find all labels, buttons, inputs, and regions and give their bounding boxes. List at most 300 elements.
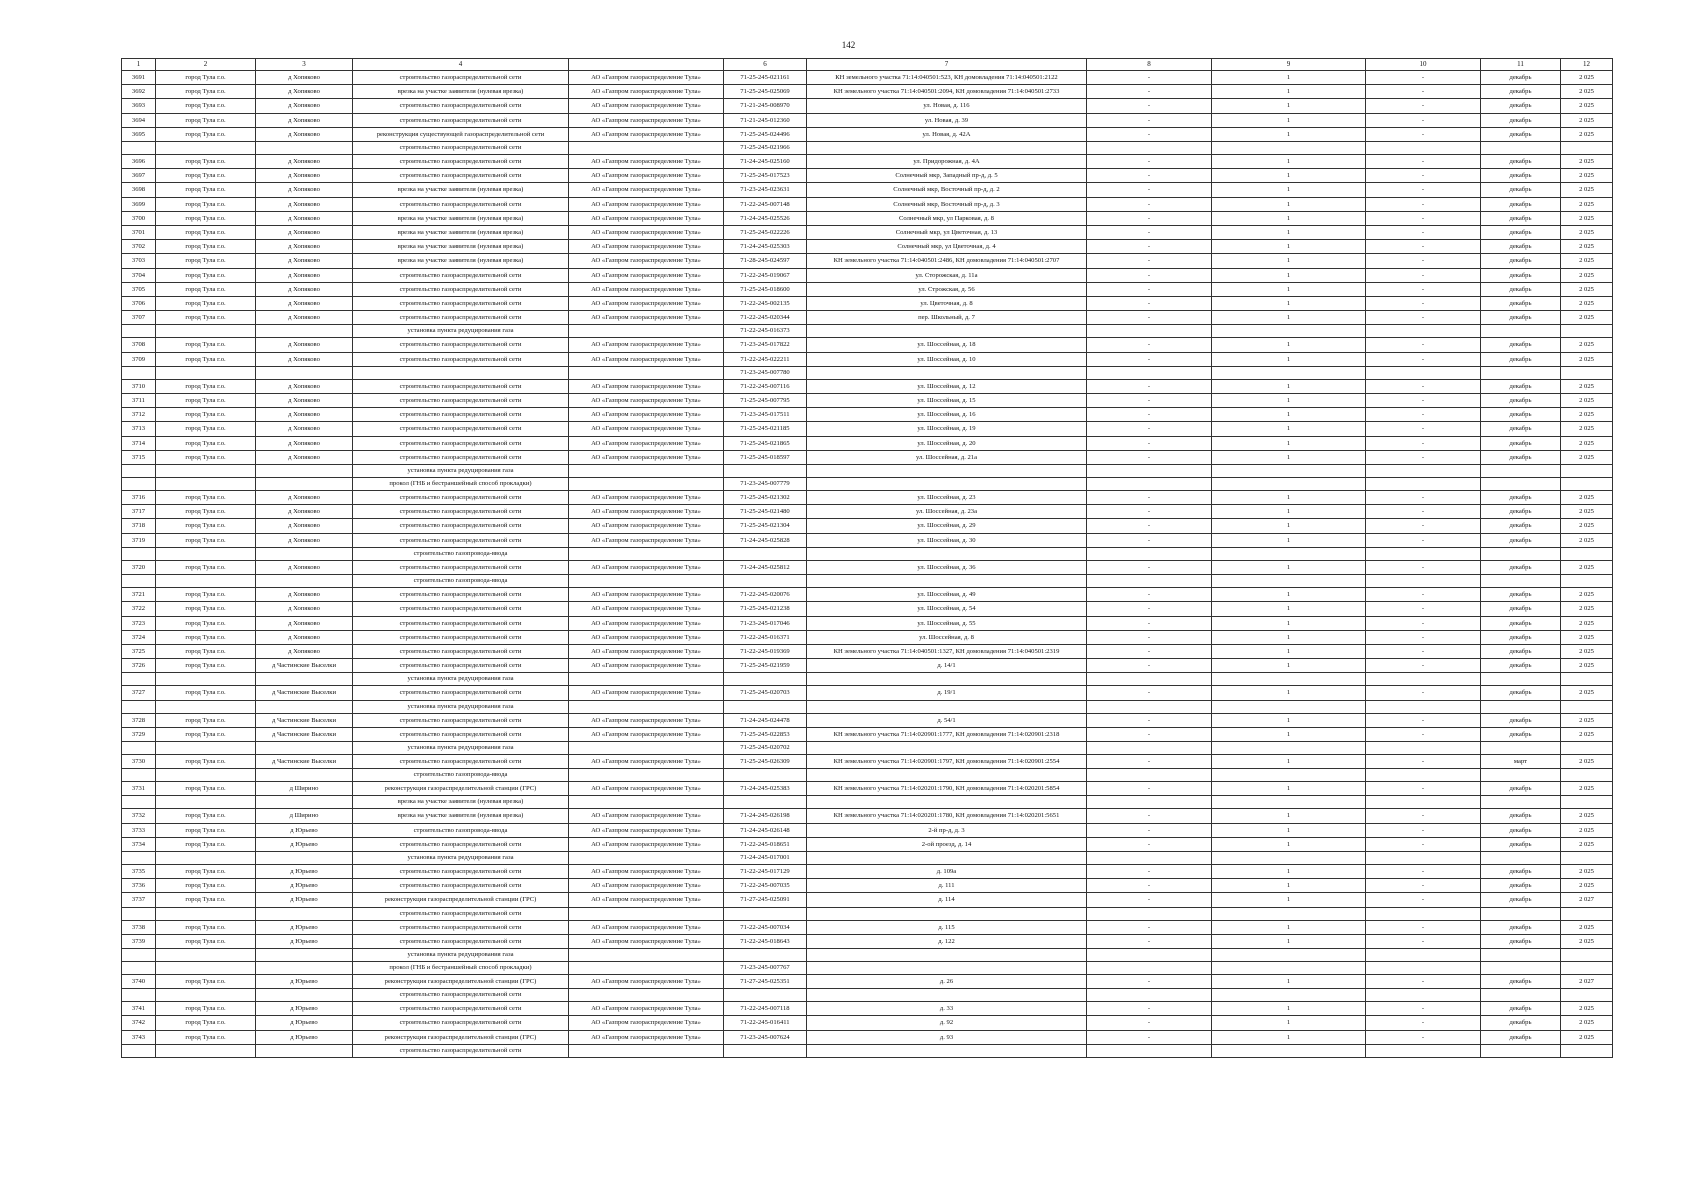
cell-count: 1 <box>1212 809 1366 823</box>
cell-col-8: - <box>1087 297 1212 311</box>
cell-address: ул. Сторожская, д. 11а <box>807 268 1087 282</box>
cell-count: 1 <box>1212 379 1366 393</box>
cell-application-number <box>724 673 807 686</box>
cell-settlement <box>256 700 353 713</box>
cell-application-number: 71-25-245-026309 <box>724 754 807 768</box>
table-row <box>122 837 1613 851</box>
cell-count: 1 <box>1212 422 1366 436</box>
cell-year <box>1561 700 1613 713</box>
cell-month <box>1481 366 1561 379</box>
cell-col-8: - <box>1087 616 1212 630</box>
cell-col-10: - <box>1366 893 1481 907</box>
cell-row-number: 3704 <box>122 268 156 282</box>
cell-settlement <box>256 673 353 686</box>
cell-work-type: установка пункта редуцирования газа <box>353 325 569 338</box>
cell-col-8 <box>1087 142 1212 155</box>
cell-count: 1 <box>1212 934 1366 948</box>
cell-col-8: - <box>1087 602 1212 616</box>
cell-col-8: - <box>1087 588 1212 602</box>
cell-count: 1 <box>1212 659 1366 673</box>
cell-year <box>1561 1044 1613 1057</box>
cell-work-type: реконструкция газораспределительной станции (ГРС) <box>353 974 569 988</box>
cell-work-type: реконструкция газораспределительной станции (ГРС) <box>353 1030 569 1044</box>
cell-address: д. 114 <box>807 893 1087 907</box>
cell-work-type: прокол (ГНБ и бестраншейный способ прокладки) <box>353 478 569 491</box>
cell-count: 1 <box>1212 1016 1366 1030</box>
cell-municipality: город Тула г.о. <box>156 436 256 450</box>
table-row <box>122 85 1613 99</box>
cell-count: 1 <box>1212 713 1366 727</box>
cell-row-number <box>122 673 156 686</box>
cell-row-number <box>122 1044 156 1057</box>
cell-address <box>807 465 1087 478</box>
cell-year: 2 025 <box>1561 211 1613 225</box>
cell-municipality <box>156 575 256 588</box>
cell-count: 1 <box>1212 1030 1366 1044</box>
cell-settlement: д Ширино <box>256 809 353 823</box>
cell-row-number <box>122 948 156 961</box>
cell-settlement: д Хопяково <box>256 450 353 464</box>
cell-work-type: строительство газораспределительной сети <box>353 754 569 768</box>
cell-address: д. 26 <box>807 974 1087 988</box>
cell-col-8 <box>1087 478 1212 491</box>
cell-work-type: установка пункта редуцирования газа <box>353 700 569 713</box>
cell-row-number: 3711 <box>122 394 156 408</box>
cell-address <box>807 1044 1087 1057</box>
cell-year: 2 025 <box>1561 197 1613 211</box>
cell-settlement: д Хопяково <box>256 560 353 574</box>
column-header: 8 <box>1087 59 1212 71</box>
cell-year: 2 025 <box>1561 934 1613 948</box>
cell-address: ул. Шоссейная, д. 49 <box>807 588 1087 602</box>
cell-work-type: строительство газораспределительной сети <box>353 408 569 422</box>
column-header: 11 <box>1481 59 1561 71</box>
cell-year: 2 025 <box>1561 713 1613 727</box>
cell-municipality: город Тула г.о. <box>156 240 256 254</box>
cell-year <box>1561 366 1613 379</box>
cell-organization: АО «Газпром газораспределение Тула» <box>569 974 724 988</box>
cell-municipality <box>156 478 256 491</box>
cell-count: 1 <box>1212 879 1366 893</box>
cell-col-8: - <box>1087 823 1212 837</box>
cell-row-number: 3731 <box>122 782 156 796</box>
cell-month: декабрь <box>1481 183 1561 197</box>
cell-month: декабрь <box>1481 782 1561 796</box>
cell-count <box>1212 465 1366 478</box>
cell-col-10: - <box>1366 644 1481 658</box>
cell-col-8: - <box>1087 211 1212 225</box>
cell-application-number: 71-25-245-017523 <box>724 169 807 183</box>
cell-address: ул. Шоссейная, д. 30 <box>807 533 1087 547</box>
cell-application-number: 71-23-245-023631 <box>724 183 807 197</box>
cell-application-number <box>724 575 807 588</box>
table-subrow <box>122 961 1613 974</box>
cell-municipality: город Тула г.о. <box>156 713 256 727</box>
cell-address: д. 111 <box>807 879 1087 893</box>
cell-work-type: строительство газораспределительной сети <box>353 686 569 700</box>
cell-address: ул. Шоссейная, д. 15 <box>807 394 1087 408</box>
cell-address: ул. Новая, д. 42А <box>807 127 1087 141</box>
table-row <box>122 616 1613 630</box>
cell-application-number: 71-23-245-007624 <box>724 1030 807 1044</box>
cell-work-type: строительство газораспределительной сети <box>353 989 569 1002</box>
cell-month: декабрь <box>1481 113 1561 127</box>
cell-count: 1 <box>1212 113 1366 127</box>
cell-row-number: 3729 <box>122 727 156 741</box>
cell-count: 1 <box>1212 450 1366 464</box>
cell-month: март <box>1481 754 1561 768</box>
cell-month <box>1481 796 1561 809</box>
cell-address: ул. Шоссейная, д. 8 <box>807 630 1087 644</box>
cell-municipality <box>156 948 256 961</box>
cell-work-type: строительство газораспределительной сети <box>353 864 569 878</box>
cell-application-number: 71-24-245-024478 <box>724 713 807 727</box>
cell-col-8: - <box>1087 436 1212 450</box>
cell-organization: АО «Газпром газораспределение Тула» <box>569 169 724 183</box>
cell-col-8: - <box>1087 240 1212 254</box>
cell-municipality: город Тула г.о. <box>156 644 256 658</box>
cell-count: 1 <box>1212 533 1366 547</box>
cell-col-10: - <box>1366 71 1481 85</box>
table-row <box>122 602 1613 616</box>
cell-organization: АО «Газпром газораспределение Тула» <box>569 226 724 240</box>
cell-application-number: 71-23-245-007767 <box>724 961 807 974</box>
cell-application-number: 71-24-245-026148 <box>724 823 807 837</box>
cell-month: декабрь <box>1481 85 1561 99</box>
cell-year: 2 025 <box>1561 602 1613 616</box>
cell-year <box>1561 989 1613 1002</box>
cell-settlement <box>256 851 353 864</box>
cell-col-8 <box>1087 575 1212 588</box>
cell-organization: АО «Газпром газораспределение Тула» <box>569 934 724 948</box>
cell-col-10: - <box>1366 450 1481 464</box>
cell-organization: АО «Газпром газораспределение Тула» <box>569 602 724 616</box>
cell-application-number: 71-25-245-021161 <box>724 71 807 85</box>
cell-organization: АО «Газпром газораспределение Тула» <box>569 686 724 700</box>
cell-application-number: 71-27-245-025351 <box>724 974 807 988</box>
cell-col-10: - <box>1366 436 1481 450</box>
table-subrow <box>122 769 1613 782</box>
cell-settlement: д Юрьево <box>256 879 353 893</box>
cell-address: д. 122 <box>807 934 1087 948</box>
cell-organization <box>569 700 724 713</box>
cell-settlement <box>256 325 353 338</box>
cell-row-number: 3713 <box>122 422 156 436</box>
table-row <box>122 226 1613 240</box>
cell-col-8: - <box>1087 727 1212 741</box>
cell-col-10 <box>1366 366 1481 379</box>
cell-municipality <box>156 142 256 155</box>
cell-col-8: - <box>1087 893 1212 907</box>
cell-month: декабрь <box>1481 127 1561 141</box>
cell-organization: АО «Газпром газораспределение Тула» <box>569 713 724 727</box>
cell-month: декабрь <box>1481 394 1561 408</box>
cell-settlement: д Юрьево <box>256 974 353 988</box>
cell-work-type: строительство газораспределительной сети <box>353 99 569 113</box>
cell-work-type: строительство газораспределительной сети <box>353 311 569 325</box>
cell-settlement: д Хопяково <box>256 394 353 408</box>
cell-application-number: 71-22-245-019369 <box>724 644 807 658</box>
cell-settlement <box>256 547 353 560</box>
cell-municipality: город Тула г.о. <box>156 560 256 574</box>
cell-month: декабрь <box>1481 505 1561 519</box>
cell-row-number: 3741 <box>122 1002 156 1016</box>
cell-settlement <box>256 575 353 588</box>
cell-application-number: 71-22-245-022211 <box>724 352 807 366</box>
cell-month <box>1481 673 1561 686</box>
table-row <box>122 352 1613 366</box>
cell-municipality <box>156 989 256 1002</box>
cell-row-number <box>122 325 156 338</box>
cell-year: 2 025 <box>1561 616 1613 630</box>
cell-work-type: реконструкция газораспределительной станции (ГРС) <box>353 782 569 796</box>
cell-month: декабрь <box>1481 809 1561 823</box>
cell-year <box>1561 961 1613 974</box>
cell-col-10: - <box>1366 99 1481 113</box>
cell-work-type: врезка на участке заявителя (нулевая врезка) <box>353 796 569 809</box>
cell-municipality: город Тула г.о. <box>156 974 256 988</box>
cell-row-number: 3724 <box>122 630 156 644</box>
cell-month: декабрь <box>1481 519 1561 533</box>
cell-address: 2-ой проезд, д. 14 <box>807 837 1087 851</box>
cell-month: декабрь <box>1481 837 1561 851</box>
cell-organization: АО «Газпром газораспределение Тула» <box>569 754 724 768</box>
cell-municipality: город Тула г.о. <box>156 934 256 948</box>
cell-row-number: 3695 <box>122 127 156 141</box>
cell-count: 1 <box>1212 85 1366 99</box>
cell-year: 2 025 <box>1561 99 1613 113</box>
cell-municipality: город Тула г.о. <box>156 394 256 408</box>
cell-application-number: 71-25-245-021302 <box>724 491 807 505</box>
cell-year: 2 025 <box>1561 338 1613 352</box>
cell-col-8: - <box>1087 1016 1212 1030</box>
cell-municipality: город Тула г.о. <box>156 686 256 700</box>
cell-count: 1 <box>1212 282 1366 296</box>
cell-count: 1 <box>1212 823 1366 837</box>
cell-col-8: - <box>1087 920 1212 934</box>
cell-count <box>1212 851 1366 864</box>
table-subrow <box>122 741 1613 754</box>
cell-address: ул. Шоссейная, д. 23 <box>807 491 1087 505</box>
cell-col-8: - <box>1087 254 1212 268</box>
cell-application-number <box>724 948 807 961</box>
cell-count: 1 <box>1212 127 1366 141</box>
cell-application-number: 71-24-245-025828 <box>724 533 807 547</box>
cell-work-type: строительство газораспределительной сети <box>353 436 569 450</box>
cell-address: ул. Шоссейная, д. 23а <box>807 505 1087 519</box>
cell-col-8 <box>1087 700 1212 713</box>
table-row <box>122 127 1613 141</box>
table-subrow <box>122 547 1613 560</box>
cell-col-8: - <box>1087 713 1212 727</box>
cell-address <box>807 700 1087 713</box>
cell-col-8: - <box>1087 113 1212 127</box>
cell-year: 2 025 <box>1561 113 1613 127</box>
table-subrow <box>122 700 1613 713</box>
cell-month: декабрь <box>1481 1030 1561 1044</box>
cell-month <box>1481 989 1561 1002</box>
cell-col-8: - <box>1087 99 1212 113</box>
cell-address: КН земельного участка 71:14:040501:523, КН домовладения 71:14:040501:2122 <box>807 71 1087 85</box>
cell-address: ул. Новая, д. 39 <box>807 113 1087 127</box>
cell-col-8: - <box>1087 533 1212 547</box>
cell-application-number: 71-25-245-024496 <box>724 127 807 141</box>
table-row <box>122 754 1613 768</box>
cell-col-8: - <box>1087 394 1212 408</box>
cell-settlement: д Частинские Выселки <box>256 713 353 727</box>
cell-address: ул. Шоссейная, д. 54 <box>807 602 1087 616</box>
cell-count: 1 <box>1212 782 1366 796</box>
cell-address: д. 19/1 <box>807 686 1087 700</box>
cell-address: ул. Шоссейная, д. 55 <box>807 616 1087 630</box>
cell-month <box>1481 700 1561 713</box>
cell-col-10 <box>1366 575 1481 588</box>
cell-row-number: 3742 <box>122 1016 156 1030</box>
cell-address: Солнечный мкр, Восточный пр-д, д. 3 <box>807 197 1087 211</box>
table-row <box>122 1002 1613 1016</box>
cell-col-8 <box>1087 547 1212 560</box>
cell-address: ул. Строжская, д. 56 <box>807 282 1087 296</box>
table-subrow <box>122 796 1613 809</box>
cell-municipality <box>156 366 256 379</box>
cell-application-number: 71-22-245-017129 <box>724 864 807 878</box>
cell-year: 2 025 <box>1561 519 1613 533</box>
cell-municipality <box>156 851 256 864</box>
cell-organization: АО «Газпром газораспределение Тула» <box>569 505 724 519</box>
cell-col-10: - <box>1366 879 1481 893</box>
cell-address: ул. Шоссейная, д. 20 <box>807 436 1087 450</box>
cell-row-number: 3735 <box>122 864 156 878</box>
cell-settlement: д Юрьево <box>256 837 353 851</box>
cell-work-type: строительство газораспределительной сети <box>353 837 569 851</box>
cell-settlement: д Хопяково <box>256 616 353 630</box>
cell-application-number <box>724 700 807 713</box>
cell-settlement <box>256 142 353 155</box>
cell-settlement: д Хопяково <box>256 226 353 240</box>
cell-address: ул. Шоссейная, д. 12 <box>807 379 1087 393</box>
cell-col-10 <box>1366 796 1481 809</box>
cell-year <box>1561 465 1613 478</box>
cell-col-10: - <box>1366 408 1481 422</box>
cell-work-type: прокол (ГНБ и бестраншейный способ прокладки) <box>353 961 569 974</box>
cell-organization <box>569 547 724 560</box>
cell-row-number: 3740 <box>122 974 156 988</box>
cell-address: КН земельного участка 71:14:040501:2486, КН домовладения 71:14:040501:2707 <box>807 254 1087 268</box>
cell-settlement: д Частинские Выселки <box>256 754 353 768</box>
cell-row-number <box>122 547 156 560</box>
cell-count: 1 <box>1212 211 1366 225</box>
cell-col-8: - <box>1087 127 1212 141</box>
cell-settlement: д Хопяково <box>256 379 353 393</box>
cell-municipality: город Тула г.о. <box>156 1016 256 1030</box>
cell-address: ул. Новая, д. 116 <box>807 99 1087 113</box>
cell-col-10 <box>1366 989 1481 1002</box>
cell-month <box>1481 575 1561 588</box>
cell-work-type: установка пункта редуцирования газа <box>353 673 569 686</box>
cell-row-number: 3697 <box>122 169 156 183</box>
cell-organization: АО «Газпром газораспределение Тула» <box>569 491 724 505</box>
cell-work-type: врезка на участке заявителя (нулевая врезка) <box>353 254 569 268</box>
cell-col-8 <box>1087 851 1212 864</box>
cell-organization: АО «Газпром газораспределение Тула» <box>569 311 724 325</box>
cell-count: 1 <box>1212 644 1366 658</box>
cell-month: декабрь <box>1481 297 1561 311</box>
cell-row-number: 3736 <box>122 879 156 893</box>
cell-count: 1 <box>1212 297 1366 311</box>
table-row <box>122 183 1613 197</box>
table-row <box>122 311 1613 325</box>
cell-year: 2 025 <box>1561 155 1613 169</box>
cell-month: декабрь <box>1481 408 1561 422</box>
cell-municipality: город Тула г.о. <box>156 155 256 169</box>
cell-month: декабрь <box>1481 659 1561 673</box>
cell-count: 1 <box>1212 183 1366 197</box>
cell-organization: АО «Газпром газораспределение Тула» <box>569 422 724 436</box>
cell-col-8 <box>1087 465 1212 478</box>
cell-work-type: строительство газораспределительной сети <box>353 644 569 658</box>
cell-month <box>1481 1044 1561 1057</box>
cell-col-10: - <box>1366 379 1481 393</box>
cell-settlement: д Юрьево <box>256 1002 353 1016</box>
cell-month: декабрь <box>1481 644 1561 658</box>
cell-year: 2 025 <box>1561 450 1613 464</box>
cell-address: ул. Шоссейная, д. 18 <box>807 338 1087 352</box>
cell-col-8: - <box>1087 1030 1212 1044</box>
cell-col-8: - <box>1087 450 1212 464</box>
cell-count <box>1212 989 1366 1002</box>
cell-work-type: строительство газопровода-ввода <box>353 547 569 560</box>
cell-col-10 <box>1366 325 1481 338</box>
table-row <box>122 864 1613 878</box>
cell-municipality: город Тула г.о. <box>156 338 256 352</box>
cell-month: декабрь <box>1481 99 1561 113</box>
cell-count: 1 <box>1212 864 1366 878</box>
cell-col-10: - <box>1366 602 1481 616</box>
cell-work-type: установка пункта редуцирования газа <box>353 948 569 961</box>
cell-count: 1 <box>1212 71 1366 85</box>
cell-year: 2 025 <box>1561 560 1613 574</box>
cell-row-number: 3717 <box>122 505 156 519</box>
cell-application-number: 71-22-245-016371 <box>724 630 807 644</box>
cell-month: декабрь <box>1481 352 1561 366</box>
cell-year: 2 025 <box>1561 920 1613 934</box>
cell-municipality: город Тула г.о. <box>156 169 256 183</box>
cell-col-10: - <box>1366 197 1481 211</box>
cell-application-number: 71-25-245-021238 <box>724 602 807 616</box>
cell-application-number: 71-24-245-025383 <box>724 782 807 796</box>
cell-work-type: врезка на участке заявителя (нулевая врезка) <box>353 85 569 99</box>
cell-municipality <box>156 741 256 754</box>
cell-work-type: строительство газораспределительной сети <box>353 113 569 127</box>
cell-address: КН земельного участка 71:14:020901:1777, КН домовладения 71:14:020901:2318 <box>807 727 1087 741</box>
cell-application-number: 71-21-245-012360 <box>724 113 807 127</box>
table-subrow <box>122 673 1613 686</box>
cell-application-number: 71-23-245-017046 <box>724 616 807 630</box>
cell-year: 2 025 <box>1561 436 1613 450</box>
cell-year: 2 025 <box>1561 71 1613 85</box>
cell-organization: АО «Газпром газораспределение Тула» <box>569 837 724 851</box>
cell-col-8: - <box>1087 491 1212 505</box>
cell-work-type: строительство газораспределительной сети <box>353 1016 569 1030</box>
cell-application-number: 71-22-245-016373 <box>724 325 807 338</box>
cell-year <box>1561 769 1613 782</box>
cell-count <box>1212 796 1366 809</box>
cell-count <box>1212 142 1366 155</box>
cell-work-type: строительство газораспределительной сети <box>353 879 569 893</box>
cell-work-type: строительство газораспределительной сети <box>353 394 569 408</box>
cell-address <box>807 989 1087 1002</box>
cell-year: 2 025 <box>1561 226 1613 240</box>
